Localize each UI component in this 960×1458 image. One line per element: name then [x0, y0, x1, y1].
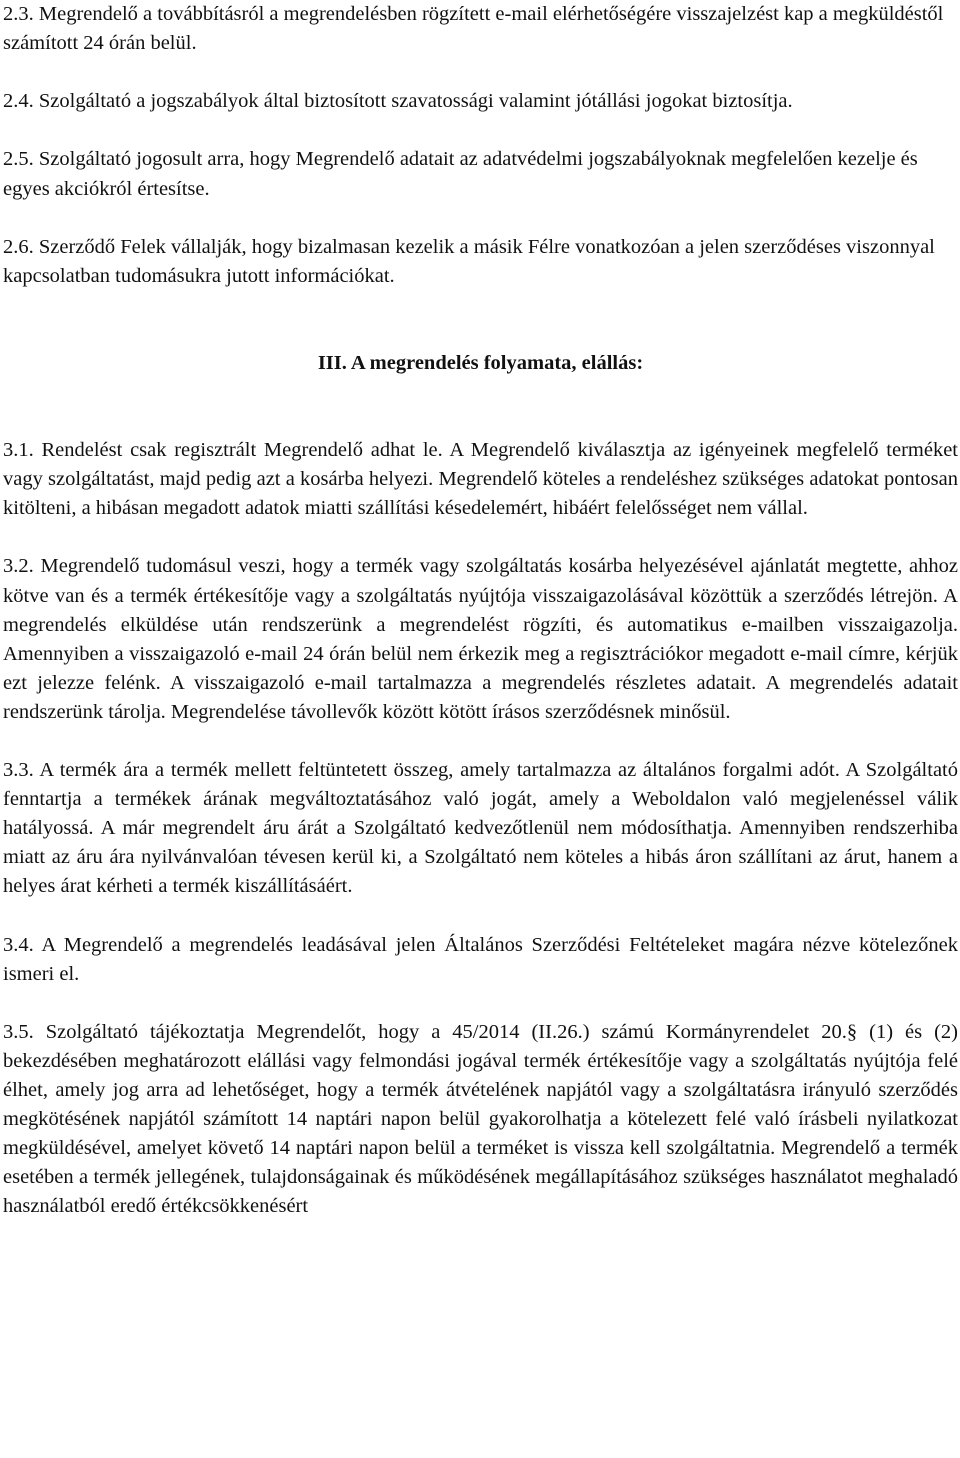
- paragraph-2-4: 2.4. Szolgáltató a jogszabályok által biztosított szavatossági valamint jótállási jogokat biztosítja.: [3, 90, 793, 113]
- paragraph-2-6: 2.6. Szerződő Felek vállalják, hogy bizalmasan kezelik a másik Félre vonatkozóan a jelen szerződéses viszonnyal kapcsolatban tudomásukra jutott információkat.: [3, 235, 935, 287]
- paragraph-2-5: 2.5. Szolgáltató jogosult arra, hogy Megrendelő adatait az adatvédelmi jogszabályoknak megfelelően kezelje és egyes akciókról értesítse.: [3, 148, 918, 200]
- paragraph-3-1: 3.1. Rendelést csak regisztrált Megrendelő adhat le. A Megrendelő kiválasztja az igényeinek megfelelő terméket vagy szolgáltatást, majd pedig azt a kosárba helyezi. Megrendelő köteles a rendeléshez szükséges adatokat pontosan kitölteni, a hibásan megadott adatok miatti szállítási késedelemért, hibáért felelősséget nem vállal.: [3, 439, 958, 520]
- document-page: [3, 0, 958, 1251]
- paragraph-2-3: 2.3. Megrendelő a továbbításról a megrendelésben rögzített e-mail elérhetőségére visszajelzést kap a megküldéstől számított 24 órán belül.: [3, 3, 944, 55]
- paragraph-3-2: 3.2. Megrendelő tudomásul veszi, hogy a termék vagy szolgáltatás kosárba helyezésével ajánlatát megtette, ahhoz kötve van és a termék értékesítője vagy a szolgáltatás nyújtója visszaigazolásával közöttük a szerződés létrejön. A megrendelés elküldése után rendszerünk a megrendelést rögzíti, és automatikus e-mailben visszaigazolja. Amennyiben a visszaigazoló e-mail 24 órán belül nem érkezik meg a regisztrációkor megadott e-mail címre, kérjük ezt jelezze felénk. A visszaigazoló e-mail tartalmazza a megrendelés részletes adatait. A megrendelés adatait rendszerünk tárolja. Megrendelése távollevők között kötött írásos szerződésnek minősül.: [3, 555, 958, 723]
- paragraph-3-5: 3.5. Szolgáltató tájékoztatja Megrendelőt, hogy a 45/2014 (II.26.) számú Kormányrendelet 20.§ (1) és (2) bekezdésében meghatározott elállási vagy felmondási jogával termék értékesítője vagy a szolgáltatás nyújtója felé élhet, amely jog arra ad lehetőséget, hogy a termék átvételének napjától vagy a szolgáltatásra irányuló szerződés megkötésének napjától számított 14 naptári napon belül gyakorolhatja a kötelezett felé való írásbeli nyilatkozat megküldésével, amelyet követő 14 naptári napon belül a terméket is vissza kell szolgáltatnia. Megrendelő a termék esetében a termék jellegének, tulajdonságainak és működésének megállapításához szükséges használatot meghaladó használatból eredő értékcsökkenésért: [3, 1020, 958, 1218]
- paragraph-3-4: 3.4. A Megrendelő a megrendelés leadásával jelen Általános Szerződési Feltételeket magára nézve kötelezőnek ismeri el.: [3, 933, 958, 985]
- paragraph-3-3: 3.3. A termék ára a termék mellett feltüntetett összeg, amely tartalmazza az általános forgalmi adót. A Szolgáltató fenntartja a termékek árának megváltoztatásához való jogát, amely a Weboldalon való megjelenéssel válik hatályossá. A már megrendelt áru árát a Szolgáltató kedvezőtlenül nem módosíthatja. Amennyiben rendszerhiba miatt az áru ára nyilvánvalóan tévesen kerül ki, a Szolgáltató nem köteles a hibás áron szállítani az árut, hanem a helyes árat kérheti a termék kiszállításáért.: [3, 759, 958, 898]
- section-heading-iii: III. A megrendelés folyamata, elállás:: [317, 351, 644, 374]
